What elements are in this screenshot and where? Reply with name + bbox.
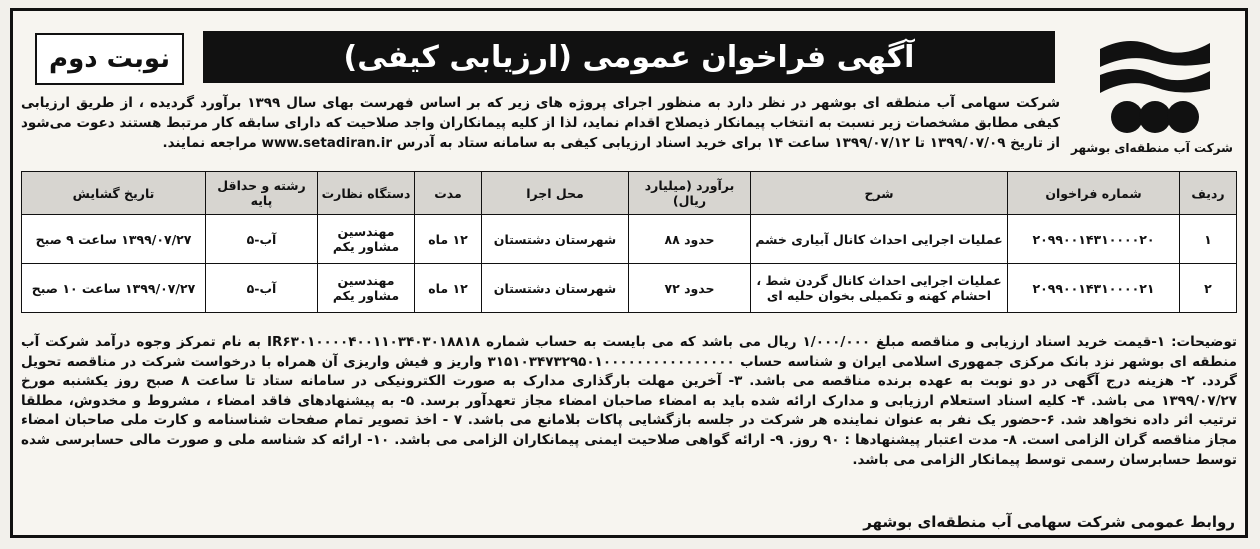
tender-notice [10, 8, 1248, 538]
logo-caption: شرکت آب منطقه‌ای بوشهر [1071, 141, 1233, 155]
col-header: ردیف [1180, 172, 1237, 215]
water-waves-icon [1095, 29, 1215, 139]
table-cell: مهندسین مشاور یکم [318, 215, 415, 264]
table-cell: آب-۵ [206, 215, 318, 264]
table-cell: ۱۳۹۹/۰۷/۲۷ ساعت ۱۰ صبح [22, 264, 206, 313]
table-cell: آب-۵ [206, 264, 318, 313]
table-cell: عملیات اجرایی احداث کانال گردن شط ، احشام کهنه و تکمیلی بخوان حلیه ای [751, 264, 1008, 313]
table-cell: ۱۳۹۹/۰۷/۲۷ ساعت ۹ صبح [22, 215, 206, 264]
table-cell: مهندسین مشاور یکم [318, 264, 415, 313]
table-cell: شهرستان دشتستان [482, 264, 629, 313]
footer [752, 513, 1235, 531]
table-cell: حدود ۸۸ [629, 215, 751, 264]
table-cell: ۲ [1180, 264, 1237, 313]
table-cell: ۲۰۹۹۰۰۱۴۳۱۰۰۰۰۲۰ [1008, 215, 1180, 264]
intro-text: در نظر دارد به منظور اجرای پروژه های زیر که بر اساس فهرست بهای سال ۱۳۹۹ برآورد گردیده ، از طریق ارزیابی کیفی مطابق مشخصات زیر نسبت به انتخاب پیمانکار ذیصلاح اقدام نماید، لذا از کلیه پیمانکاران واجد صلاحیت که دارای سابقه کار مرتبط هستند دعوت می‌شود از تاریخ ۱۳۹۹/۰۷/۰۹ تا ۱۳۹۹/۰۷/۱۲ ساعت ۱۴ برای خرید اسناد ارزیابی کیفی به سامانه ستاد به آدرس www.setadiran.ir مراجعه نمایند. [21, 95, 1060, 151]
col-header: شماره فراخوان [1008, 172, 1180, 215]
company-logo [1095, 29, 1215, 139]
notice-header [13, 11, 1245, 91]
notes-label: توضیحات: [1171, 334, 1237, 350]
signature: روابط عمومی شرکت سهامی آب منطقه‌ای بوشهر [863, 513, 1235, 531]
col-header: تاریخ گشایش [22, 172, 206, 215]
projects-table [21, 171, 1237, 313]
table-cell: ۱۲ ماه [415, 215, 482, 264]
table-cell: عملیات اجرایی احداث کانال آبیاری خشم [751, 215, 1008, 264]
table-header-row [22, 172, 1237, 215]
table-cell: شهرستان دشتستان [482, 215, 629, 264]
col-header: برآورد (میلیارد ریال) [629, 172, 751, 215]
col-header: مدت [415, 172, 482, 215]
table-cell: حدود ۷۲ [629, 264, 751, 313]
notes-section [21, 333, 1237, 470]
table-cell: ۱۲ ماه [415, 264, 482, 313]
table-cell: ۱ [1180, 215, 1237, 264]
intro-paragraph [21, 93, 1060, 153]
notes-text: ۱-قیمت خرید اسناد ارزیابی و مناقصه مبلغ ۱/۰۰۰/۰۰۰ ریال می باشد که می بایست به حساب شماره IR۶۳۰۱۰۰۰۰۴۰۰۱۱۰۳۴۰۳۰۱۸۸۱۸ به نام تمرکز وجوه درآمد شرکت آب منطقه ای بوشهر نزد بانک مرکزی جمهوری اسلامی ایران و شناسه حساب ۳۱۵۱۰۳۴۷۳۲۹۵۰۱۰۰۰۰۰۰۰۰۰۰۰۰۰۰۰۰ واریز و فیش واریزی آن همراه با درخواست شرکت در مناقصه تحویل گردد. ۲- هزینه درج آگهی در دو نوبت به عهده برنده مناقصه می باشد. ۳- آخرین مهلت بارگذاری مدارک به صورت الکترونیکی در سامانه ستاد تا ساعت ۸ صبح روز یکشنبه مورخ ۱۳۹۹/۰۷/۲۷ می باشد. ۴- کلیه اسناد استعلام ارزیابی و مدارک ارائه شده باید به امضاء صاحبان امضاء مجاز تعهدآور برسد. ۵- به پیشنهادهای فاقد امضاء ، مشروط و مخدوش، مطلقا ترتیب اثر داده نخواهد شد. ۶-حضور یک نفر به عنوان نماینده هر شرکت در جلسه بازگشایی پاکات بلامانع می باشد. ۷ - اخذ تصویر تمام صفحات شناسنامه و کارت ملی صاحبان امضاء مجاز مناقصه گران الزامی است. ۸- مدت اعتبار پیشنهادها : ۹۰ روز. ۹- ارائه گواهی صلاحیت ایمنی پیمانکاران الزامی می باشد. ۱۰- ارائه کد شناسه ملی و صورت مالی حسابرسی شده توسط حسابرسان رسمی توسط پیمانکار الزامی می باشد. [21, 334, 1238, 468]
col-header: محل اجرا [482, 172, 629, 215]
col-header: رشته و حداقل پایه [206, 172, 318, 215]
col-header: شرح [751, 172, 1008, 215]
table-row [22, 215, 1237, 264]
company-name: شرکت سهامی آب منطقه ای بوشهر [812, 95, 1060, 111]
notice-title: آگهی فراخوان عمومی (ارزیابی کیفی) [203, 31, 1055, 83]
round-badge: نوبت دوم [35, 33, 184, 85]
table-row [22, 264, 1237, 313]
col-header: دستگاه نظارت [318, 172, 415, 215]
table-cell: ۲۰۹۹۰۰۱۴۳۱۰۰۰۰۲۱ [1008, 264, 1180, 313]
